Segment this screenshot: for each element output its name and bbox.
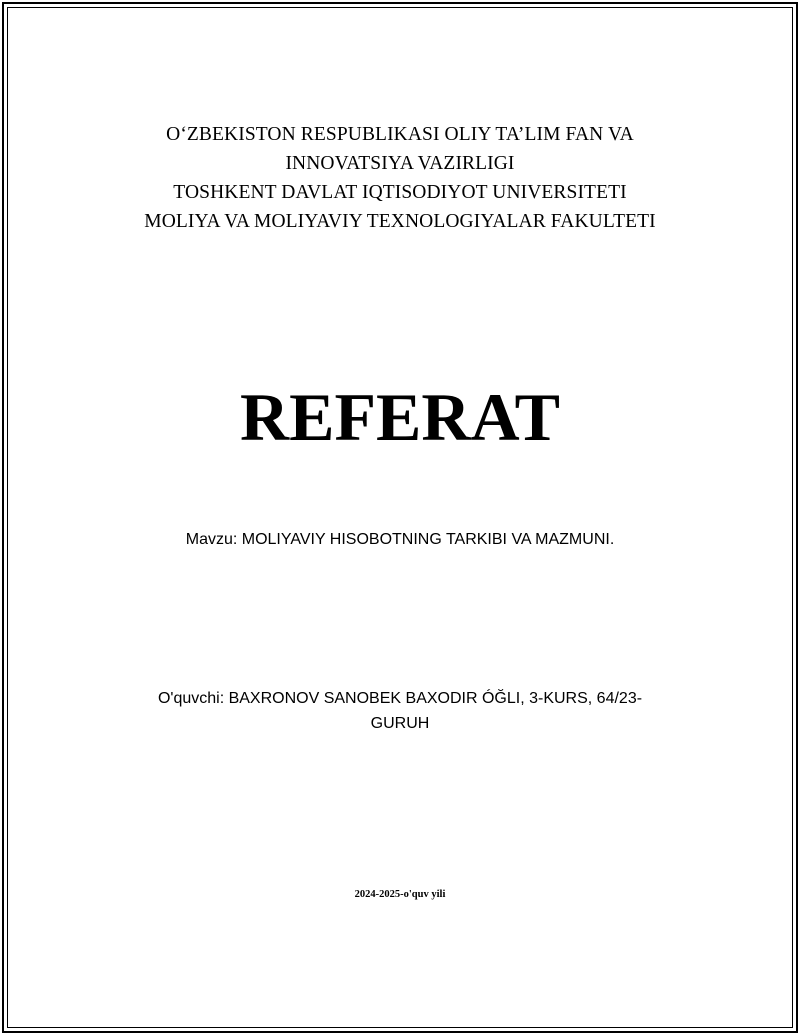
student-line-2: GURUH	[370, 715, 430, 732]
student-info	[120, 686, 680, 736]
student-line-1: O'quvchi: BAXRONOV SANOBEK BAXODIR ÓĞLI, 3-KURS, 64/23-	[157, 690, 643, 707]
document-title: REFERAT	[240, 379, 560, 455]
header-line-ministry-1: O‘ZBEKISTON RESPUBLIKASI OLIY TA’LIM FAN VA	[166, 124, 634, 145]
header-line-ministry-2: INNOVATSIYA VAZIRLIGI	[285, 153, 515, 174]
academic-year: 2024-2025-o'quv yili	[354, 889, 446, 900]
header-line-university: TOSHKENT DAVLAT IQTISODIYOT UNIVERSITETI	[173, 182, 627, 203]
topic-line: Mavzu: MOLIYAVIY HISOBOTNING TARKIBI VA MAZMUNI.	[185, 531, 615, 548]
header-line-faculty: MOLIYA VA MOLIYAVIY TEXNOLOGIYALAR FAKULTETI	[144, 211, 656, 232]
institution-header	[0, 120, 800, 236]
